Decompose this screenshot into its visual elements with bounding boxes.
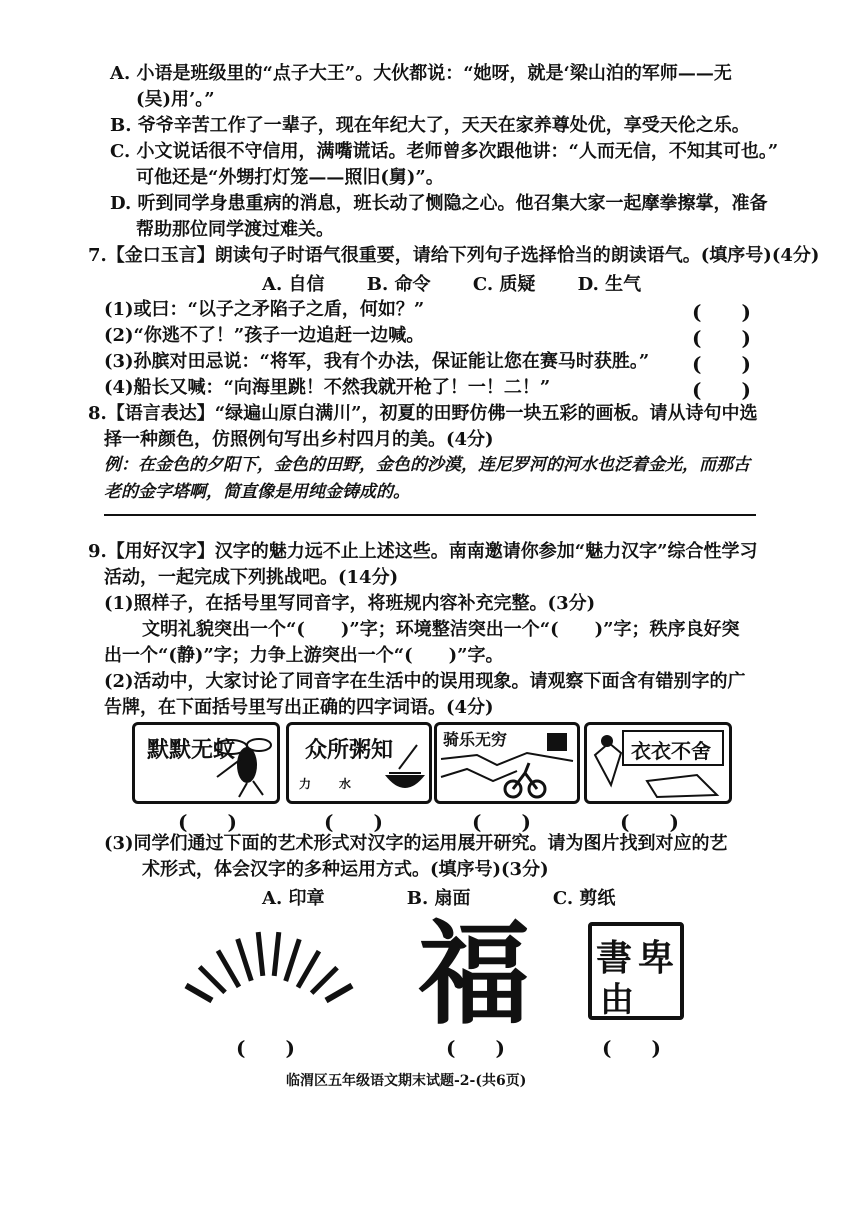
ad-board-small-text: 力	[299, 777, 312, 791]
q8-example-line1: 例：在金色的夕阳下，金色的田野，金色的沙漠，连尼罗河的河水也泛着金光，而那古	[104, 455, 750, 475]
ad-answer-blank-2[interactable]: ( )	[324, 810, 383, 834]
q8-answer-line[interactable]	[104, 514, 756, 516]
ad-board-text-1: 默默无蚊	[147, 738, 236, 763]
q7-item-4: (4)船长又喊：“向海里跳！不然我就开枪了！一！二！”	[104, 377, 551, 398]
bowl-icon	[289, 725, 429, 801]
q9-part1-line1: 文明礼貌突出一个“( )”字；环境整洁突出一个“( )”字；秩序良好突	[142, 619, 740, 640]
q9-part3-line2: 术形式，体会汉字的多种运用方式。(填序号)(3分)	[142, 859, 549, 880]
q7-option: A. 自信	[262, 274, 325, 295]
q6-option-d-line2: 帮助那位同学渡过难关。	[136, 219, 334, 240]
fan-calligraphy-image	[180, 918, 360, 1028]
q7-answer-blank-3[interactable]: ( )	[692, 352, 751, 376]
q9-part1-title: (1)照样子，在括号里写同音字，将班规内容补充完整。(3分)	[104, 593, 596, 614]
seal-char: 卑	[638, 937, 675, 979]
ad-board-cycling	[434, 722, 580, 804]
q8-title-line2: 择一种颜色，仿照例句写出乡村四月的美。(4分)	[104, 429, 494, 450]
q9-part3-line1: (3)同学们通过下面的艺术形式对汉字的运用展开研究。请为图片找到对应的艺	[104, 833, 728, 854]
seal-char: 書	[596, 937, 633, 979]
mosquito-icon	[135, 725, 277, 801]
q7-item-2: (2)“你逃不了！”孩子一边追赶一边喊。	[104, 325, 425, 346]
q6-option-a-line2: (吴)用’。”	[136, 89, 215, 110]
ad-board-text-4: 衣衣不舍	[631, 739, 711, 763]
q6-option-c-line2: 可他还是“外甥打灯笼——照旧(舅)”。	[136, 167, 444, 188]
ad-board-clothes	[584, 722, 732, 804]
q9-title-line1: 9.【用好汉字】汉字的魅力远不止上述这些。南南邀请你参加“魅力汉字”综合性学习	[88, 541, 758, 562]
art-option: B. 扇面	[406, 888, 471, 909]
q7-title: 7.【金口玉言】朗读句子时语气很重要，请给下列句子选择恰当的朗读语气。(填序号)(4分)	[88, 245, 820, 266]
q9-part1-line2: 出一个“(静)”字；力争上游突出一个“( )”字。	[104, 645, 504, 666]
ad-board-small-text: 水	[339, 777, 352, 791]
art-answer-blank-2[interactable]: ( )	[446, 1036, 505, 1060]
ad-board-porridge	[286, 722, 432, 804]
papercut-fu-image: 福	[418, 908, 530, 1040]
q7-answer-blank-2[interactable]: ( )	[692, 326, 751, 350]
ad-board-mosquito	[132, 722, 280, 804]
q9-title-line2: 活动，一起完成下列挑战吧。(14分)	[104, 567, 399, 588]
cyclist-icon	[437, 725, 577, 801]
q9-part2-line2: 告牌，在下面括号里写出正确的四字词语。(4分)	[104, 697, 494, 718]
q6-option-b: B. 爷爷辛苦工作了一辈子，现在年纪大了，天天在家养尊处优，享受天伦之乐。	[110, 115, 750, 136]
page-footer: 临渭区五年级语文期末试题-2-(共6页)	[286, 1073, 527, 1089]
q7-answer-blank-4[interactable]: ( )	[692, 378, 751, 402]
q8-title-line1: 8.【语言表达】“绿遍山原白满川”，初夏的田野仿佛一块五彩的画板。请从诗句中选	[88, 403, 758, 424]
seal-char: 由	[600, 980, 634, 1020]
ad-board-text-2: 众所粥知	[305, 738, 394, 763]
art-answer-blank-3[interactable]: ( )	[602, 1036, 661, 1060]
q6-option-c-line1: C. 小文说话很不守信用，满嘴谎话。老师曾多次跟他讲：“人而无信，不知其可也。”	[110, 141, 779, 162]
ad-answer-blank-3[interactable]: ( )	[472, 810, 531, 834]
q7-tone-options	[262, 270, 677, 296]
art-answer-blank-1[interactable]: ( )	[236, 1036, 295, 1060]
q6-option-a-line1: A. 小语是班级里的“点子大王”。大伙都说：“她呀，就是‘梁山泊的军师——无	[110, 63, 732, 84]
ad-answer-blank-1[interactable]: ( )	[178, 810, 237, 834]
q7-option: D. 生气	[577, 274, 642, 295]
art-option: C. 剪纸	[552, 888, 616, 909]
q9-part2-line1: (2)活动中，大家讨论了同音字在生活中的误用现象。请观察下面含有错别字的广	[104, 671, 746, 692]
q7-option: C. 质疑	[472, 274, 536, 295]
art-option: A. 印章	[262, 888, 325, 909]
q6-option-d-line1: D. 听到同学身患重病的消息，班长动了恻隐之心。他召集大家一起摩拳擦掌，准备	[110, 193, 768, 214]
q7-item-3: (3)孙膑对田忌说：“将军，我有个办法，保证能让您在赛马时获胜。”	[104, 351, 650, 372]
ad-answer-blank-4[interactable]: ( )	[620, 810, 679, 834]
q7-answer-blank-1[interactable]: ( )	[692, 300, 751, 324]
q7-option: B. 命令	[366, 274, 431, 295]
q8-example-line2: 老的金字塔啊，简直像是用纯金铸成的。	[104, 482, 410, 502]
ad-board-text-3: 骑乐无穷	[443, 730, 508, 749]
q7-item-1: (1)或曰：“以子之矛陷子之盾，何如？”	[104, 299, 425, 320]
seal-image	[588, 922, 684, 1020]
